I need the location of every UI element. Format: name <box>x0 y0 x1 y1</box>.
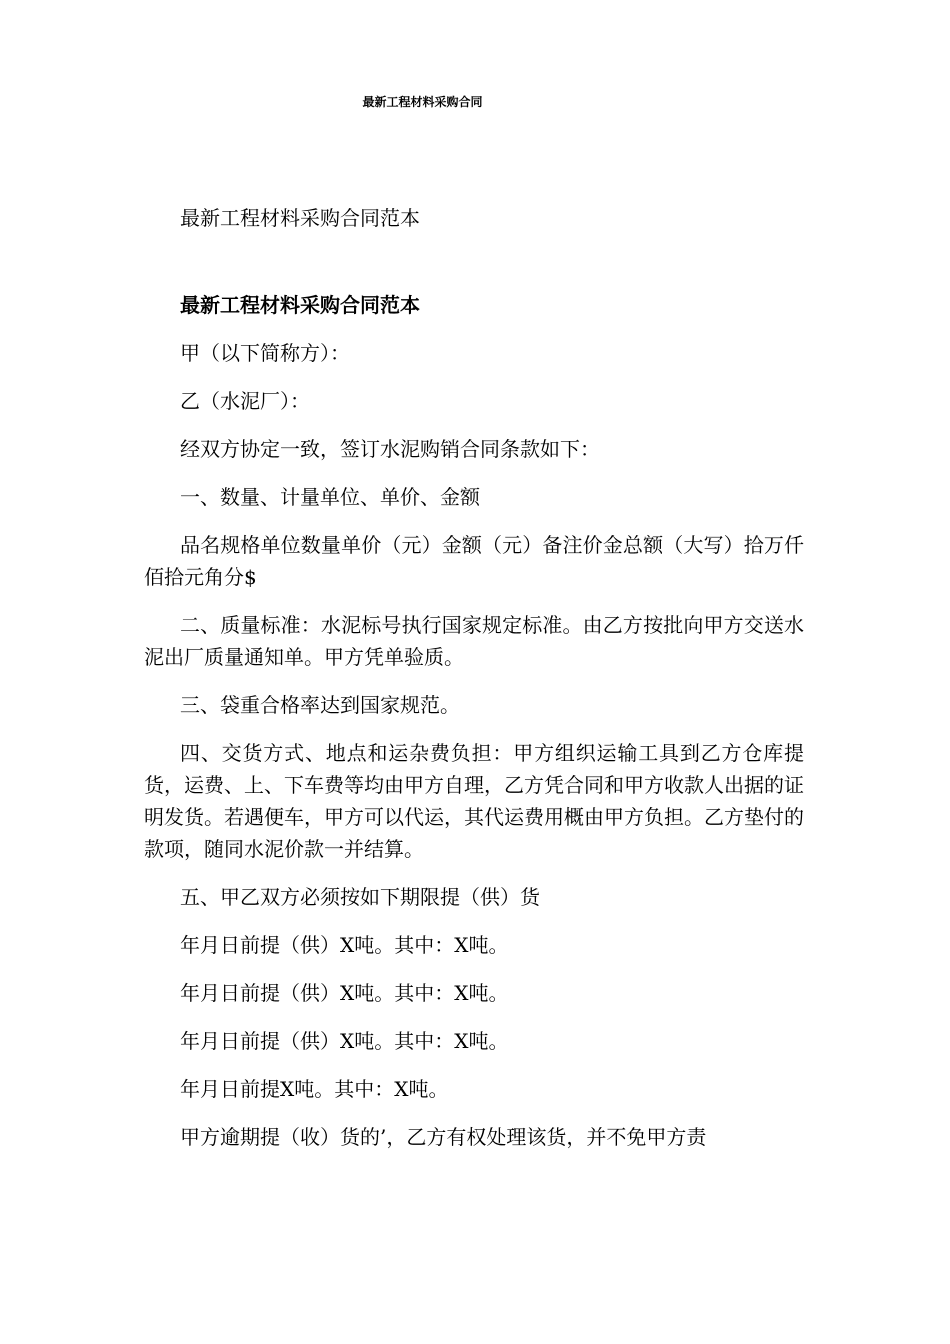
party-a-line: 甲（以下简称方）： <box>180 341 350 365</box>
contract-heading: 最新工程材料采购合同范本 <box>180 293 420 317</box>
clause-1-table-text: 品名规格单位数量单价（元）金额（元）备注价金总额（大写）拾万仟 佰拾元角分$ <box>144 533 804 589</box>
document-subtitle: 最新工程材料采购合同范本 <box>180 206 420 230</box>
clause-3-bag-weight: 三、袋重合格率达到国家规范。 <box>180 693 460 717</box>
running-header-title: 最新工程材料采购合同 <box>362 95 483 109</box>
schedule-line-4: 年月日前提X吨。其中：X吨。 <box>180 1077 449 1101</box>
party-b-line: 乙（水泥厂）： <box>180 389 310 413</box>
clause-1-title: 一、数量、计量单位、单价、金额 <box>180 485 480 509</box>
overdue-clause: 甲方逾期提（收）货的’，乙方有权处理该货，并不免甲方责 <box>180 1125 707 1149</box>
schedule-line-1: 年月日前提（供）X吨。其中：X吨。 <box>180 933 509 957</box>
schedule-line-3: 年月日前提（供）X吨。其中：X吨。 <box>180 1029 509 1053</box>
schedule-line-2: 年月日前提（供）X吨。其中：X吨。 <box>180 981 509 1005</box>
clause-4-delivery: 四、交货方式、地点和运杂费负担：甲方组织运输工具到乙方仓库提货，运费、上、下车费等均由甲方自理，乙方凭合同和甲方收款人出据的证明发货。若遇便车，甲方可以代运，其代运费用概由甲方负担。乙方垫付的款项，随同水泥价款一并结算。 <box>144 741 804 861</box>
clause-2-quality: 二、质量标准：水泥标号执行国家规定标准。由乙方按批向甲方交送水泥出厂质量通知单。甲方凭单验质。 <box>144 613 804 669</box>
contract-body <box>144 289 804 1169</box>
agreement-intro: 经双方协定一致，签订水泥购销合同条款如下： <box>180 437 600 461</box>
clause-5-schedule: 五、甲乙双方必须按如下期限提（供）货 <box>180 885 540 909</box>
